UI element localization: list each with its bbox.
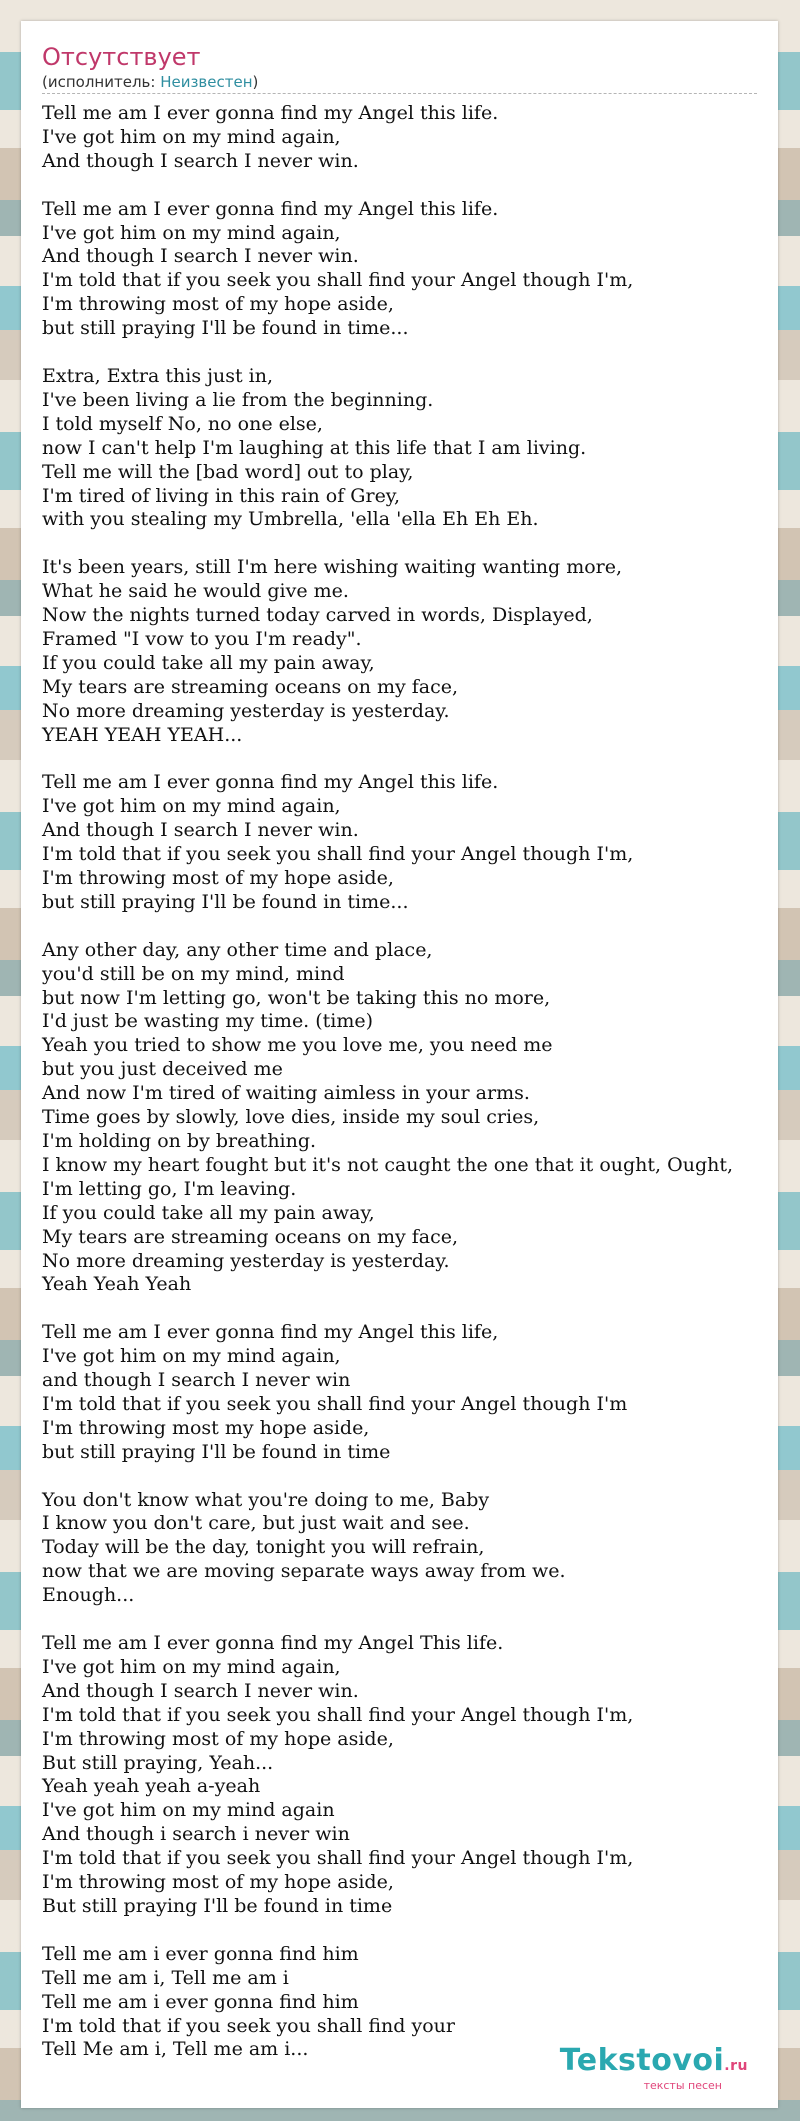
logo-tld: .ru (724, 2058, 748, 2074)
lyrics-text: Tell me am I ever gonna find my Angel this life. I've got him on my mind again, And though I search I never win. Tell me am I ever gonna find my Angel this life. I've got him on my mind again, And though I search I never win. I'm told that if you seek you shall find your Angel though I'm, I'm throwing most of my hope aside, but still praying I'll be found in time... Extra, Extra this just in, I've been living a lie from the beginning. I told myself No, no one else, now I can't help I'm laughing at this life that I am living. Tell me will the [bad word] out to play, I'm tired of living in this rain of Grey, with you stealing my Umbrella, 'ella 'ella Eh Eh Eh. It's been years, still I'm here wishing waiting wanting more, What he said he would give me. Now the nights turned today carved in words, Displayed, Framed "I vow to you I'm ready". If you could take all my pain away, My tears are streaming oceans on my face, No more dreaming yesterday is yesterday. YEAH YEAH YEAH... Tell me am I ever gonna find my Angel this life. I've got him on my mind again, And though I search I never win. I'm told that if you seek you shall find your Angel though I'm, I'm throwing most of my hope aside, but still praying I'll be found in time... Any other day, any other time and place, you'd still be on my mind, mind but now I'm letting go, won't be taking this no more, I'd just be wasting my time. (time) Yeah you tried to show me you love me, you need me but you just deceived me And now I'm tired of waiting aimless in your arms. Time goes by slowly, love dies, inside my soul cries, I'm holding on by breathing. I know my heart fought but it's not caught the one that it ought, Ought, I'm letting go, I'm leaving. If you could take all my pain away, My tears are streaming oceans on my face, No more dreaming yesterday is yesterday. Yeah Yeah Yeah Tell me am I ever gonna find my Angel this life, I've got him on my mind again, and though I search I never win I'm told that if you seek you shall find your Angel though I'm I'm throwing most my hope aside, but still praying I'll be found in time You don't know what you're doing to me, Baby I know you don't care, but just wait and see. Today will be the day, tonight you will refrain, now that we are moving separate ways away from we. Enough... Tell me am I ever gonna find my Angel This life. I've got him on my mind again, And though I search I never win. I'm told that if you seek you shall find your Angel though I'm, I'm throwing most of my hope aside, But still praying, Yeah... Yeah yeah yeah a-yeah I've got him on my mind again And though i search i never win I'm told that if you seek you shall find your Angel though I'm, I'm throwing most of my hope aside, But still praying I'll be found in time Tell me am i ever gonna find him Tell me am i, Tell me am i Tell me am i ever gonna find him I'm told that if you seek you shall find your Tell Me am i, Tell me am i... (42, 102, 734, 2061)
logo-name: Tekstovoi (559, 2043, 725, 2078)
artist-suffix: ) (252, 73, 259, 91)
site-logo[interactable] (560, 2045, 748, 2092)
artist-prefix: (исполнитель: (42, 73, 161, 91)
lyrics-card (21, 21, 778, 2108)
logo-tagline: тексты песен (643, 2079, 722, 2092)
artist-link[interactable]: Неизвестен (160, 73, 253, 91)
song-title: Отсутствует (42, 43, 201, 71)
logo-wordmark (560, 2045, 748, 2082)
artist-line (42, 73, 757, 94)
